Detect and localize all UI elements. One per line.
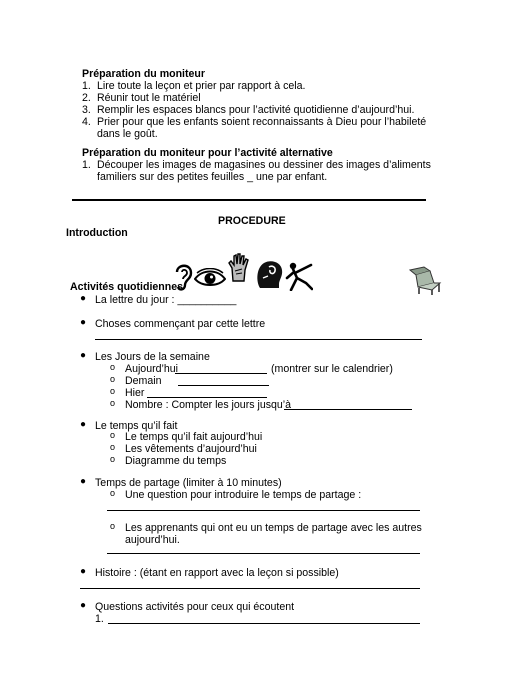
prep-item-3-num: 3.: [82, 104, 91, 116]
circle-bullet-icon: o: [110, 454, 116, 464]
prep-item-1-num: 1.: [82, 80, 91, 92]
bullet-icon: ●: [80, 419, 87, 430]
sharing-learners-cont: aujourd’hui.: [125, 534, 180, 546]
bullet-icon: ●: [80, 476, 87, 487]
head-silhouette-icon: [254, 258, 284, 293]
prep-item-4: Prier pour que les enfants soient reconnaissants à Dieu pour l’habileté: [97, 116, 427, 128]
story-label: Histoire : (étant en rapport avec la leçon si possible): [95, 567, 339, 579]
ear-icon: [172, 260, 194, 295]
weather-sub-2: Les vêtements d’aujourd’hui: [125, 443, 257, 455]
weather-label: Le temps qu’il fait: [95, 420, 178, 432]
bullet-icon: ●: [80, 600, 87, 611]
number-label: Nombre : Compter les jours jusqu’à: [125, 399, 292, 411]
answer-line: [107, 553, 420, 554]
answer-line: [95, 339, 422, 340]
circle-bullet-icon: o: [110, 488, 116, 498]
prep-alt-item-1-num: 1.: [82, 159, 91, 171]
prep-item-4-num: 4.: [82, 116, 91, 128]
sharing-learners: Les apprenants qui ont eu un temps de partage avec les autres: [125, 522, 422, 534]
days-of-week: Les Jours de la semaine: [95, 351, 210, 363]
prep-item-2-num: 2.: [82, 92, 91, 104]
sharing-label: Temps de partage (limiter à 10 minutes): [95, 477, 282, 489]
yesterday-label: Hier: [125, 387, 145, 399]
weather-sub-3: Diagramme du temps: [125, 455, 227, 467]
chair-icon: [408, 265, 442, 298]
prep-alt-title: Préparation du moniteur pour l’activité alternative: [82, 147, 333, 159]
answer-line: [80, 588, 420, 589]
circle-bullet-icon: o: [110, 362, 116, 372]
hand-icon: [227, 253, 251, 286]
tomorrow-label: Demain: [125, 375, 162, 387]
today-label: Aujourd’hui: [125, 363, 179, 375]
weather-sub-1: Le temps qu’il fait aujourd’hui: [125, 431, 263, 443]
today-line: [175, 373, 267, 374]
section-divider: [72, 199, 426, 201]
circle-bullet-icon: o: [110, 430, 116, 440]
questions-label: Questions activités pour ceux qui écoutent: [95, 601, 295, 613]
bullet-icon: ●: [80, 350, 87, 361]
circle-bullet-icon: o: [110, 386, 116, 396]
tomorrow-line: [178, 385, 269, 386]
circle-bullet-icon: o: [110, 442, 116, 452]
circle-bullet-icon: o: [110, 374, 116, 384]
prep-alt-item-1-cont: familiers sur des petites feuilles _ une par enfant.: [97, 171, 328, 183]
activities-heading: Activités quotidiennes: [70, 281, 184, 293]
prep-item-3: Remplir les espaces blancs pour l’activité quotidienne d’aujourd’hui.: [97, 104, 415, 116]
sharing-question: Une question pour introduire le temps de partage :: [125, 489, 362, 501]
answer-line: [108, 623, 420, 624]
today-note: (montrer sur le calendrier): [271, 363, 393, 375]
circle-bullet-icon: o: [110, 521, 116, 531]
stretching-figure-icon: [285, 261, 313, 294]
prep-alt-item-1: Découper les images de magasines ou dessiner des images d’aliments: [97, 159, 431, 171]
introduction-heading: Introduction: [66, 227, 128, 239]
bullet-icon: ●: [80, 293, 87, 304]
prep-item-2: Réunir tout le matériel: [97, 92, 201, 104]
yesterday-line: [147, 397, 267, 398]
bullet-icon: ●: [80, 317, 87, 328]
number-line: [284, 409, 412, 410]
prep-title: Préparation du moniteur: [82, 68, 206, 80]
procedure-title: PROCEDURE: [218, 215, 286, 227]
bullet-icon: ●: [80, 566, 87, 577]
letter-of-day: La lettre du jour : __________: [95, 294, 237, 306]
prep-item-4-cont: dans le goût.: [97, 128, 158, 140]
circle-bullet-icon: o: [110, 398, 116, 408]
things-starting: Choses commençant par cette lettre: [95, 318, 266, 330]
question-number: 1.: [95, 613, 104, 625]
answer-line: [107, 510, 420, 511]
prep-item-1: Lire toute la leçon et prier par rapport à cela.: [97, 80, 306, 92]
eye-icon: [194, 268, 226, 291]
